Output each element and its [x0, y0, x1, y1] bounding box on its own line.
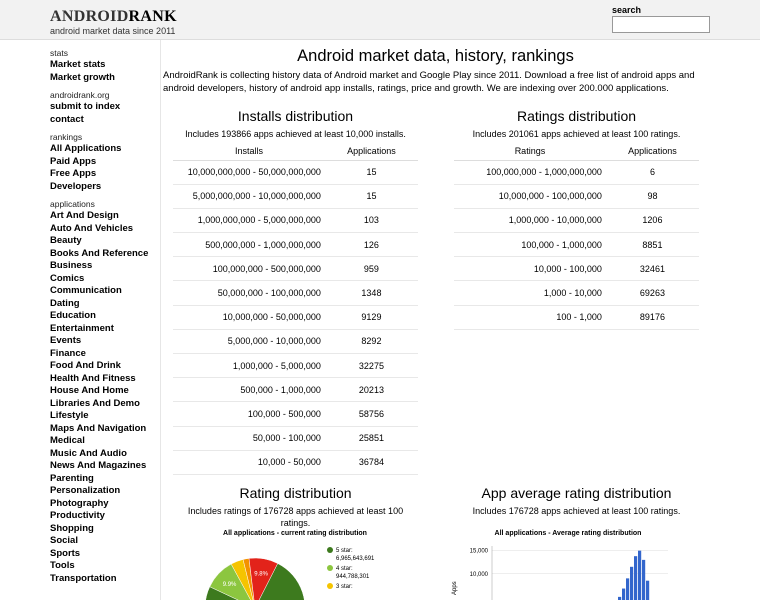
table-row — [173, 233, 418, 257]
sidebar-category-link[interactable]: Entertainment — [50, 322, 114, 334]
installs-range-cell: 100,000 - 500,000 — [173, 402, 325, 426]
table-row — [173, 281, 418, 305]
sidebar-link-developers[interactable]: Developers — [50, 180, 102, 192]
ratings-range-cell: 100 - 1,000 — [454, 305, 606, 329]
sidebar — [50, 48, 160, 591]
sidebar-heading-applications: applications — [50, 199, 95, 209]
table-row — [454, 281, 699, 305]
ratings-range-cell: 1,000,000 - 10,000,000 — [454, 208, 606, 232]
installs-count-cell: 8292 — [325, 329, 418, 353]
installs-table — [173, 143, 418, 475]
legend-label: 3 star: — [336, 584, 353, 590]
installs-count-cell: 126 — [325, 233, 418, 257]
ratings-count-cell: 32461 — [606, 257, 699, 281]
y-tick-label: 15,000 — [469, 548, 488, 555]
ratings-subtitle: Includes 201061 apps achieved at least 100 ratings. — [472, 129, 681, 139]
installs-range-cell: 50,000,000 - 100,000,000 — [173, 281, 325, 305]
installs-range-cell: 5,000,000,000 - 10,000,000,000 — [173, 184, 325, 208]
legend-swatch — [327, 565, 333, 571]
main-content — [163, 45, 708, 95]
table-row — [173, 160, 418, 184]
sidebar-category-link[interactable]: Dating — [50, 297, 80, 309]
table-row — [454, 257, 699, 281]
installs-count-cell: 959 — [325, 257, 418, 281]
installs-count-cell: 25851 — [325, 426, 418, 450]
table-row — [454, 305, 699, 329]
sidebar-category-link[interactable]: Tools — [50, 560, 75, 571]
installs-range-cell: 10,000,000 - 50,000,000 — [173, 305, 325, 329]
sidebar-category-link[interactable]: News And Magazines — [50, 460, 147, 471]
sidebar-link-market-stats[interactable]: Market stats — [50, 59, 106, 70]
ratings-title: Ratings distribution — [516, 108, 637, 124]
ratings-count-cell: 8851 — [606, 233, 699, 257]
sidebar-heading-rankings: rankings — [50, 132, 83, 142]
site-header — [0, 0, 760, 40]
pie-chart-svg — [180, 540, 410, 600]
sidebar-section-applications — [50, 199, 160, 585]
sidebar-category-link[interactable]: Auto And Vehicles — [50, 222, 134, 234]
site-logo[interactable] — [50, 8, 177, 36]
table-row — [454, 160, 699, 184]
bar — [630, 567, 633, 600]
table-row — [173, 257, 418, 281]
logo-rank-text: RANK — [128, 8, 177, 25]
installs-count-cell: 1348 — [325, 281, 418, 305]
rating-dist-subtitle: Includes ratings of 176728 apps achieved at least 100 ratings. — [187, 506, 404, 528]
ratings-count-cell: 89176 — [606, 305, 699, 329]
table-row — [173, 184, 418, 208]
sidebar-link-paid-apps[interactable]: Paid Apps — [50, 155, 97, 167]
table-row — [173, 402, 418, 426]
y-tick-label: 10,000 — [469, 571, 488, 578]
installs-range-cell: 50,000 - 100,000 — [173, 426, 325, 450]
ratings-count-cell: 98 — [606, 184, 699, 208]
installs-range-cell: 5,000,000 - 10,000,000 — [173, 329, 325, 353]
installs-count-cell: 58756 — [325, 402, 418, 426]
ratings-range-cell: 100,000 - 1,000,000 — [454, 233, 606, 257]
ratings-range-cell: 100,000,000 - 1,000,000,000 — [454, 160, 606, 184]
sidebar-category-link[interactable]: Social — [50, 535, 78, 546]
rating-pie-chart — [180, 530, 410, 600]
sidebar-category-link[interactable]: Parenting — [50, 472, 94, 484]
installs-count-cell: 20213 — [325, 378, 418, 402]
search-label: search — [612, 5, 642, 15]
sidebar-category-link[interactable]: Books And Reference — [50, 247, 149, 259]
installs-range-cell: 1,000,000,000 - 5,000,000,000 — [173, 208, 325, 232]
page-title: Android market data, history, rankings — [297, 47, 574, 65]
intro-text: AndroidRank is collecting history data of Android market and Google Play since 2011. Download a free list of android apps and android developers, history of android app installs, ratings, price and growth. We are indexing over 200.000 applications. — [163, 70, 695, 94]
sidebar-link-free-apps[interactable]: Free Apps — [50, 168, 97, 179]
table-row — [173, 208, 418, 232]
table-row — [454, 208, 699, 232]
ratings-col-header: Ratings — [454, 143, 606, 160]
avg-dist-subtitle: Includes 176728 apps achieved at least 100 ratings. — [472, 506, 681, 516]
installs-apps-col-header: Applications — [325, 143, 418, 160]
sidebar-category-link[interactable]: Events — [50, 335, 82, 346]
ratings-table-body — [454, 160, 699, 329]
sidebar-category-link[interactable]: Libraries And Demo — [50, 397, 140, 409]
sidebar-category-link[interactable]: Shopping — [50, 522, 94, 534]
table-row — [173, 378, 418, 402]
installs-table-body — [173, 160, 418, 474]
bar — [638, 551, 641, 600]
ratings-range-cell: 10,000 - 100,000 — [454, 257, 606, 281]
sidebar-section-stats — [50, 48, 160, 84]
installs-range-cell: 500,000 - 1,000,000 — [173, 378, 325, 402]
sidebar-category-link[interactable]: Music And Audio — [50, 447, 127, 459]
installs-count-cell: 32275 — [325, 354, 418, 378]
pie-percent-label: 9.8% — [254, 571, 268, 578]
sidebar-category-link[interactable]: Medical — [50, 435, 85, 446]
ratings-range-cell: 10,000,000 - 100,000,000 — [454, 184, 606, 208]
installs-range-cell: 1,000,000 - 5,000,000 — [173, 354, 325, 378]
sidebar-link-market-growth[interactable]: Market growth — [50, 71, 115, 83]
logo-title — [50, 8, 177, 26]
bar-chart-svg — [448, 540, 688, 600]
legend-swatch — [327, 547, 333, 553]
avg-rating-bar-chart — [448, 530, 688, 600]
ratings-count-cell: 6 — [606, 160, 699, 184]
installs-subtitle: Includes 193866 apps achieved at least 10,000 installs. — [185, 129, 406, 139]
sidebar-section-rankings — [50, 132, 160, 193]
installs-range-cell: 100,000,000 - 500,000,000 — [173, 257, 325, 281]
installs-range-cell: 10,000,000,000 - 50,000,000,000 — [173, 160, 325, 184]
bar — [646, 581, 649, 600]
table-row — [173, 354, 418, 378]
bar — [642, 560, 645, 600]
avg-rating-distribution-panel — [454, 484, 699, 517]
sidebar-link-submit[interactable]: submit to index — [50, 101, 121, 112]
sidebar-category-link[interactable]: Food And Drink — [50, 360, 121, 371]
legend-value: 944,788,301 — [336, 574, 370, 580]
sidebar-category-link[interactable]: Comics — [50, 272, 85, 284]
sidebar-heading-stats: stats — [50, 48, 68, 58]
legend-label: 4 star: — [336, 566, 353, 572]
table-row — [173, 450, 418, 474]
table-row — [173, 426, 418, 450]
ratings-distribution-panel — [454, 107, 699, 330]
sidebar-divider — [160, 40, 161, 600]
installs-range-cell: 500,000,000 - 1,000,000,000 — [173, 233, 325, 257]
installs-count-cell: 103 — [325, 208, 418, 232]
sidebar-category-link[interactable]: Maps And Navigation — [50, 422, 147, 434]
legend-value: 6,965,643,691 — [336, 556, 375, 562]
search-input[interactable] — [612, 16, 710, 33]
ratings-range-cell: 1,000 - 10,000 — [454, 281, 606, 305]
sidebar-category-link[interactable]: Health And Fitness — [50, 372, 136, 384]
sidebar-category-link[interactable]: Communication — [50, 285, 122, 296]
logo-tagline: android market data since 2011 — [50, 26, 176, 36]
bar-chart-title: All applications - Average rating distribution — [494, 530, 642, 537]
logo-android-text: ANDROID — [50, 8, 129, 25]
installs-title: Installs distribution — [237, 108, 354, 124]
rating-distribution-panel — [173, 484, 418, 529]
sidebar-category-link[interactable]: Productivity — [50, 510, 105, 521]
table-row — [173, 329, 418, 353]
sidebar-category-link[interactable]: House And Home — [50, 385, 129, 396]
sidebar-category-link[interactable]: Photography — [50, 497, 109, 509]
y-axis-label: Apps — [452, 581, 458, 595]
bar — [634, 556, 637, 600]
table-header-row — [173, 143, 418, 160]
pie-chart-title: All applications - current rating distribution — [223, 530, 367, 537]
rating-dist-title: Rating distribution — [239, 485, 352, 501]
installs-count-cell: 15 — [325, 184, 418, 208]
sidebar-category-link[interactable]: Beauty — [50, 235, 82, 246]
sidebar-category-link[interactable]: Finance — [50, 347, 86, 359]
installs-range-cell: 10,000 - 50,000 — [173, 450, 325, 474]
sidebar-link-all-applications[interactable]: All Applications — [50, 143, 122, 154]
sidebar-category-link[interactable]: Sports — [50, 547, 81, 559]
table-row — [454, 233, 699, 257]
sidebar-category-link[interactable]: Transportation — [50, 572, 117, 584]
sidebar-category-link[interactable]: Business — [50, 260, 93, 271]
bar — [622, 589, 625, 600]
sidebar-category-link[interactable]: Art And Design — [50, 210, 119, 221]
installs-count-cell: 36784 — [325, 450, 418, 474]
bar — [626, 578, 629, 600]
installs-count-cell: 15 — [325, 160, 418, 184]
installs-distribution-panel — [173, 107, 418, 475]
ratings-apps-col-header: Applications — [606, 143, 699, 160]
legend-swatch — [327, 583, 333, 589]
ratings-table — [454, 143, 699, 330]
sidebar-category-link[interactable]: Lifestyle — [50, 410, 89, 421]
table-header-row — [454, 143, 699, 160]
sidebar-category-list — [50, 210, 160, 585]
avg-dist-title: App average rating distribution — [481, 485, 672, 501]
table-row — [173, 305, 418, 329]
sidebar-category-link[interactable]: Personalization — [50, 485, 121, 496]
pie-percent-label: 9.9% — [222, 581, 237, 588]
table-row — [454, 184, 699, 208]
sidebar-section-site — [50, 90, 160, 126]
sidebar-category-link[interactable]: Education — [50, 310, 96, 321]
sidebar-link-contact[interactable]: contact — [50, 113, 84, 125]
legend-label: 5 star: — [336, 548, 353, 554]
sidebar-heading-site: androidrank.org — [50, 90, 110, 100]
installs-col-header: Installs — [173, 143, 325, 160]
installs-count-cell: 9129 — [325, 305, 418, 329]
ratings-count-cell: 69263 — [606, 281, 699, 305]
ratings-count-cell: 1206 — [606, 208, 699, 232]
